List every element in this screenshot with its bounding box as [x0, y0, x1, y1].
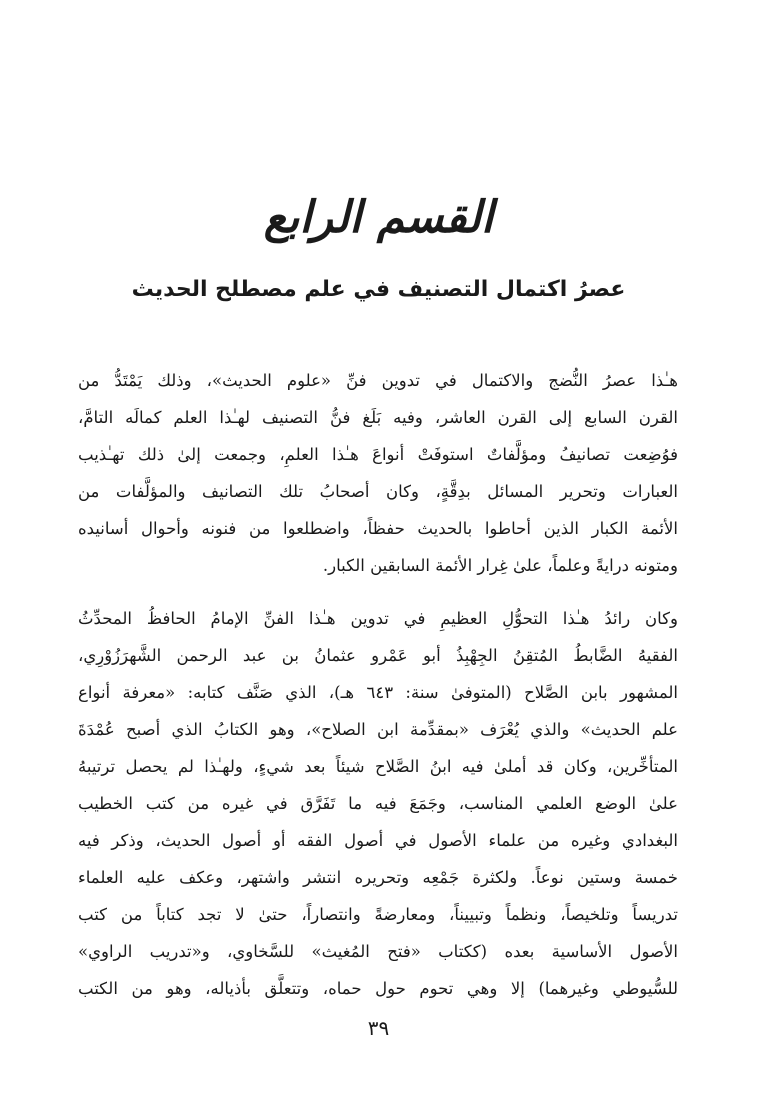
chapter-subtitle: عصرُ اكتمال التصنيف في علم مصطلح الحديث: [131, 277, 626, 302]
text-line: علم الحديث» والذي يُعْرَف «بمقدِّمة ابن الصلاح»، وهو الكتابُ الذي أصبح عُمْدَةَ: [78, 720, 678, 739]
text-line: الأصول الأساسية بعده (ككتاب «فتح المُغيث» للسَّخاوي، و«تدريب الراوي»: [78, 942, 678, 961]
text-line: علىٰ الوضع العلمي المناسب، وجَمَعَ فيه ما تَفَرَّق في غيره من كتب الخطيب: [78, 794, 678, 813]
text-line: الأئمة الكبار الذين أحاطوا بالحديث حفظاً، واضطلعوا من فنونه وأحوال أسانيده: [78, 519, 678, 538]
text-line: تدريساً وتلخيصاً، ونظماً وتبييناً، ومعارضةً وانتصاراً، حتىٰ لا تجد كتاباً من كتب: [78, 905, 678, 924]
page-number: ٣٩: [367, 1016, 390, 1040]
text-line: للسُّيوطي وغيرهما) إلا وهي تحوم حول حماه، وتتعلَّق بأذياله، وهو من الكتب: [78, 979, 678, 998]
text-line: فوُضِعت تصانيفُ ومؤلَّفاتٌ استوفَتْ أنواعَ هـٰذا العلمِ، وجمعت إلىٰ ذلك تهـٰذيب: [78, 445, 678, 464]
body-text: [78, 362, 678, 1007]
section-title: القسم الرابع: [263, 192, 494, 243]
paragraph-2: [78, 600, 678, 1007]
text-line: العبارات وتحرير المسائل بدِقَّةٍ، وكان أصحابُ تلك التصانيف والمؤلَّفات من: [78, 482, 678, 501]
paragraph-1: [78, 362, 678, 584]
text-line: البغدادي وغيره من علماء الأصول في أصول الفقه أو أصول الحديث، وذكر فيه: [78, 831, 678, 850]
text-line: وكان رائدُ هـٰذا التحوُّلِ العظيمِ في تدوين هـٰذا الفنِّ الإمامُ الحافظُ المحدِّثُ: [78, 609, 678, 628]
text-line: خمسة وستين نوعاً. ولكثرة جَمْعِه وتحريره انتشر واشتهر، وعكف عليه العلماء: [78, 868, 678, 887]
text-line: المشهور بابن الصَّلاح (المتوفىٰ سنة: ٦٤٣ هـ)، الذي صَنَّف كتابه: «معرفة أنواع: [78, 683, 678, 702]
text-line: الفقيهُ الضَّابطُ المُتقِنُ الجِهْبِذُ أبو عَمْرو عثمانُ بن عبد الرحمن الشَّهرَزُوْرِي،: [78, 646, 678, 665]
text-line: هـٰذا عصرُ النُّضج والاكتمال في تدوين فنِّ «علوم الحديث»، وذلك يَمْتَدُّ من: [78, 371, 678, 390]
text-line: المتأخِّرين، وكان قد أملىٰ فيه ابنُ الصَّلاح شيئاً بعد شيءٍ، ولهـٰذا لم يحصل ترتيبهُ: [78, 757, 678, 776]
paragraph-gap: [78, 584, 678, 600]
text-line: القرن السابع إلى القرن العاشر، وفيه بَلَغ فنُّ التصنيف لهـٰذا العلم كمالَه التامَّ،: [78, 408, 678, 427]
text-line: ومتونه درايةً وعلماً، علىٰ غِرار الأئمة السابقين الكبار.: [322, 556, 678, 575]
